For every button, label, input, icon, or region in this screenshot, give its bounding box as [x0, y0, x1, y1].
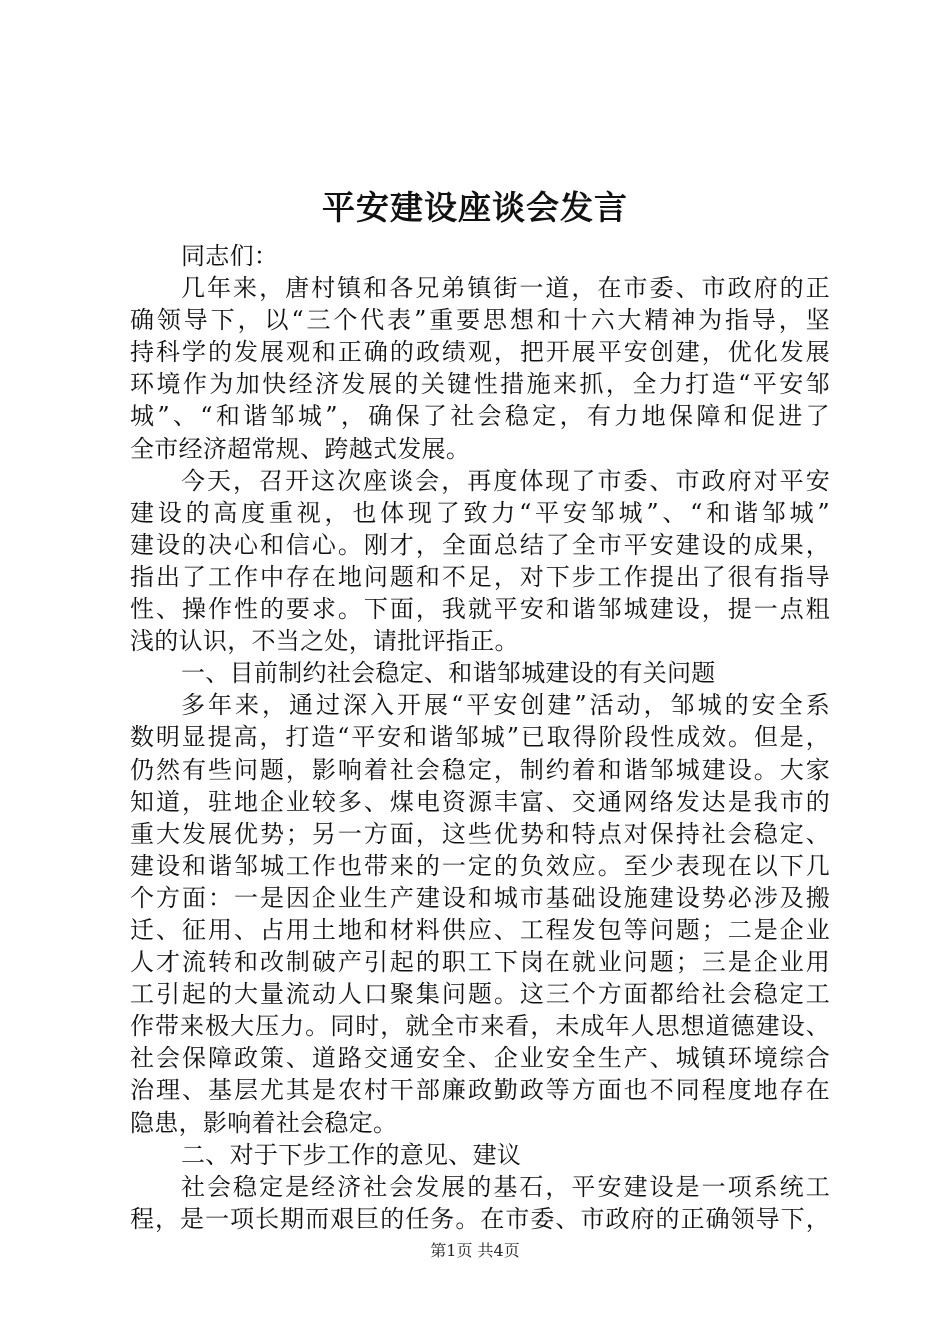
paragraph-line: 人才流转和改制破产引起的职工下岗在就业问题；三是企业用	[130, 948, 830, 977]
paragraph-line: 全市经济超常规、跨越式发展。	[130, 434, 471, 463]
paragraph-line: 建设的高度重视，也体现了致力“平安邹城”、“和谐邹城”	[130, 498, 830, 527]
paragraph-line: 建设的决心和信心。刚才，全面总结了全市平安建设的成果，	[130, 530, 830, 559]
document-body	[130, 240, 830, 1235]
paragraph-line: 重大发展优势；另一方面，这些优势和特点对保持社会稳定、	[130, 819, 830, 848]
salutation-line: 同志们：	[181, 242, 279, 270]
page-number: 第1页 共4页	[430, 1241, 520, 1260]
paragraph-line: 今天，召开这次座谈会，再度体现了市委、市政府对平安	[181, 466, 830, 495]
paragraph-line: 仍然有些问题，影响着社会稳定，制约着和谐邹城建设。大家	[130, 755, 830, 784]
paragraph-line: 浅的认识，不当之处，请批评指正。	[130, 627, 519, 656]
paragraph-line: 社会保障政策、道路交通安全、企业安全生产、城镇环境综合	[130, 1044, 830, 1073]
section-heading: 一、目前制约社会稳定、和谐邹城建设的有关问题	[181, 659, 716, 688]
paragraph-line: 性、操作性的要求。下面，我就平安和谐邹城建设，提一点粗	[130, 595, 830, 624]
paragraph-line: 持科学的发展观和正确的政绩观，把开展平安创建，优化发展	[130, 338, 830, 367]
paragraph-line: 环境作为加快经济发展的关键性措施来抓，全力打造“平安邹	[130, 370, 830, 399]
document-title: 平安建设座谈会发言	[322, 188, 628, 227]
paragraph-line: 多年来，通过深入开展“平安创建”活动，邹城的安全系	[181, 691, 830, 720]
section-heading: 二、对于下步工作的意见、建议	[181, 1140, 522, 1169]
paragraph-line: 作带来极大压力。同时，就全市来看，未成年人思想道德建设、	[130, 1012, 830, 1041]
paragraph-line: 社会稳定是经济社会发展的基石，平安建设是一项系统工	[181, 1172, 830, 1201]
paragraph-line: 治理、基层尤其是农村干部廉政勤政等方面也不同程度地存在	[130, 1076, 830, 1105]
paragraph-line: 几年来，唐村镇和各兄弟镇街一道，在市委、市政府的正	[181, 274, 830, 303]
paragraph-line: 确领导下，以“三个代表”重要思想和十六大精神为指导，坚	[130, 306, 830, 335]
paragraph-line: 迁、征用、占用土地和材料供应、工程发包等问题；二是企业	[130, 915, 830, 944]
paragraph-line: 知道，驻地企业较多、煤电资源丰富、交通网络发达是我市的	[130, 787, 830, 816]
paragraph-line: 个方面：一是因企业生产建设和城市基础设施建设势必涉及搬	[130, 883, 830, 912]
paragraph-line: 建设和谐邹城工作也带来的一定的负效应。至少表现在以下几	[130, 851, 830, 880]
paragraph-line: 隐患，影响着社会稳定。	[130, 1108, 398, 1137]
paragraph-line: 指出了工作中存在地问题和不足，对下步工作提出了很有指导	[130, 562, 830, 591]
paragraph-line: 数明显提高，打造“平安和谐邹城”已取得阶段性成效。但是，	[130, 723, 830, 752]
paragraph-line: 程，是一项长期而艰巨的任务。在市委、市政府的正确领导下，	[130, 1204, 830, 1233]
paragraph-line: 城”、“和谐邹城”，确保了社会稳定，有力地保障和促进了	[130, 402, 830, 431]
paragraph-line: 工引起的大量流动人口聚集问题。这三个方面都给社会稳定工	[130, 980, 830, 1009]
